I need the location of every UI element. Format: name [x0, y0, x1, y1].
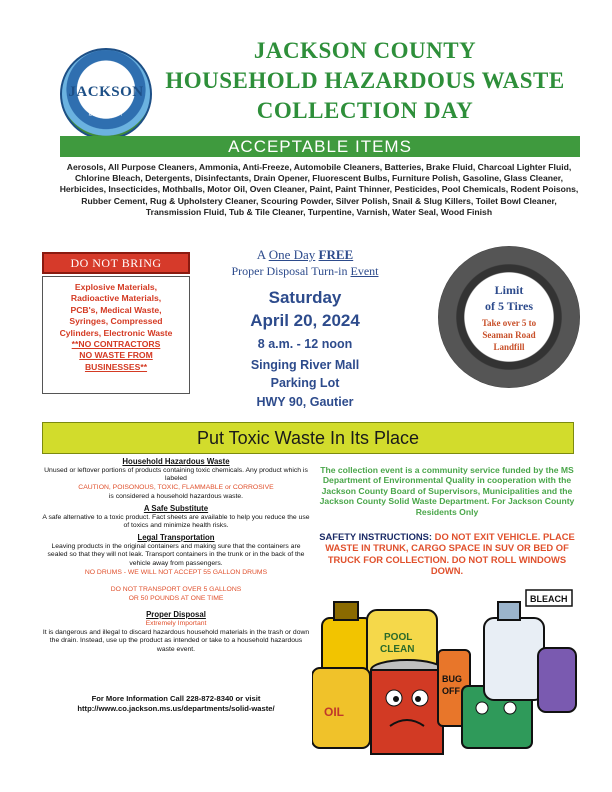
legal-drums: NO DRUMS - WE WILL NOT ACCEPT 55 GALLON DRUMS — [84, 569, 268, 576]
dnb-item: Cylinders, Electronic Waste — [59, 327, 173, 338]
dnb-item: Radioactive Materials, — [70, 293, 162, 304]
event-line-2: Proper Disposal Turn-in Event — [231, 264, 379, 278]
proper-text: It is dangerous and illegal to discard hazardous household materials in the trash or down the drain. Instead, use up the product as intended or take to a household hazardous waste event. — [42, 629, 310, 653]
toxic-waste-banner: Put Toxic Waste In Its Place — [42, 422, 574, 454]
title-line-3: COLLECTION DAY — [256, 98, 474, 123]
safe-sub-heading: A Safe Substitute — [143, 504, 209, 513]
hhw-labels: CAUTION, POISONOUS, TOXIC, FLAMMABLE or CORROSIVE — [78, 484, 274, 491]
bleach-label: BLEACH — [530, 594, 568, 604]
tire-icon — [438, 246, 580, 388]
bug-label: BUG — [442, 674, 462, 684]
do-not-bring-box — [42, 276, 190, 394]
dnb-contractors: BUSINESSES** — [84, 361, 148, 372]
hhw-heading: Household Hazardous Waste — [122, 457, 230, 466]
funding-note: The collection event is a community service funded by the MS Department of Environmental Quality in cooperation with the Jackson County Board of Supervisors, Municipalities and the Jackson County Solid Waste Department. For Jackson County Residents Only — [319, 465, 575, 517]
oil-label: OIL — [324, 705, 344, 719]
contact-line-1: For More Information Call 228-872-8340 or visit — [91, 694, 261, 703]
title-line-1: JACKSON COUNTY — [253, 38, 477, 63]
dnb-contractors: **NO CONTRACTORS — [71, 339, 161, 350]
dnb-item: Syringes, Compressed — [69, 316, 163, 327]
safety-instructions: SAFETY INSTRUCTIONS: DO NOT EXIT VEHICLE. PLACE WASTE IN TRUNK, CARGO SPACE IN SUV OR BED OF TRUCK FOR COLLECTION. DO NOT ROLL WINDOWS DOWN. — [319, 531, 575, 577]
logo-sub: COUNTY — [89, 103, 123, 109]
tire-note-3: Landfill — [493, 342, 525, 352]
event-time: 8 a.m. - 12 noon — [257, 337, 353, 351]
event-location-1: Singing River Mall — [250, 358, 360, 372]
dnb-contractors: NO WASTE FROM — [79, 350, 153, 361]
dnb-item: PCB's, Medical Waste, — [70, 304, 162, 315]
dnb-item: Explosive Materials, — [74, 282, 158, 292]
tire-limit-1: Limit — [494, 283, 524, 297]
legal-text: Leaving products in the original containers and making sure that the containers are sealed so that they will not leak. Transport containers in the trunk or in the back of the vehicle away from passengers. — [47, 543, 305, 567]
hhw-text-2: is considered a household hazardous waste. — [108, 493, 244, 500]
event-date: April 20, 2024 — [250, 311, 360, 330]
do-not-bring-heading: DO NOT BRING — [42, 252, 190, 274]
acceptable-items-list: Aerosols, All Purpose Cleaners, Ammonia, Anti-Freeze, Automobile Cleaners, Batteries, Brake Fluid, Charcoal Lighter Fluid, Chlorine Bleach, Detergents, Disinfectants, Drain Opener, Fluorescent Bulbs, Furniture Polish, Gasoline, Glass Cleaner, Herbicides, Insecticides, Mothballs, Motor Oil, Oven Cleaner, Paint, Paint Thinner, Pesticides, Pool Chemicals, Rodent Poisons, Rubber Cement, Rug & Upholstery Cleaner, Scouring Powder, Silver Polish, Snail & Slug Killers, Toilet Bowl Cleaner, Transmission Fluid, Tub & Tile Cleaner, Turpentine, Varnish, Water Seal, Wood Finish — [59, 162, 579, 217]
proper-sub: Extremely Important — [145, 620, 207, 627]
tire-limit-2: of 5 Tires — [484, 299, 533, 313]
tire-note-2: Seaman Road — [482, 330, 536, 340]
legal-heading: Legal Transportation — [137, 533, 215, 542]
event-location-2: Parking Lot — [270, 376, 340, 390]
event-day: Saturday — [268, 288, 342, 307]
tire-note-1: Take over 5 to — [481, 318, 537, 328]
hhw-text-1: Unused or leftover portions of products containing toxic chemicals. Any product which is labeled — [44, 467, 308, 483]
contact-url[interactable]: http://www.co.jackson.ms.us/departments/solid-waste/ — [77, 704, 275, 713]
acceptable-items-heading: ACCEPTABLE ITEMS — [60, 136, 580, 157]
proper-heading: Proper Disposal — [146, 610, 206, 619]
legal-limit-1: DO NOT TRANSPORT OVER 5 GALLONS — [110, 586, 242, 593]
off-label: OFF — [442, 686, 460, 696]
event-location-3: HWY 90, Gautier — [256, 395, 354, 409]
title-line-2: HOUSEHOLD HAZARDOUS WASTE — [165, 68, 565, 93]
logo-name: JACKSON — [68, 84, 144, 100]
contact-info — [42, 694, 310, 714]
hazardous-containers-illustration — [312, 588, 584, 770]
safe-sub-text: A safe alternative to a toxic product. Fact sheets are available to help you reduce the use of toxics and minimize health risks. — [42, 514, 310, 530]
pool-label: POOL — [384, 632, 413, 643]
legal-limit-2: OR 50 POUNDS AT ONE TIME — [128, 595, 224, 602]
clean-label: CLEAN — [380, 644, 415, 655]
logo-state: MISSISSIPPI — [88, 112, 124, 117]
county-logo — [60, 48, 152, 140]
event-line-1: A One Day FREE — [256, 247, 354, 262]
